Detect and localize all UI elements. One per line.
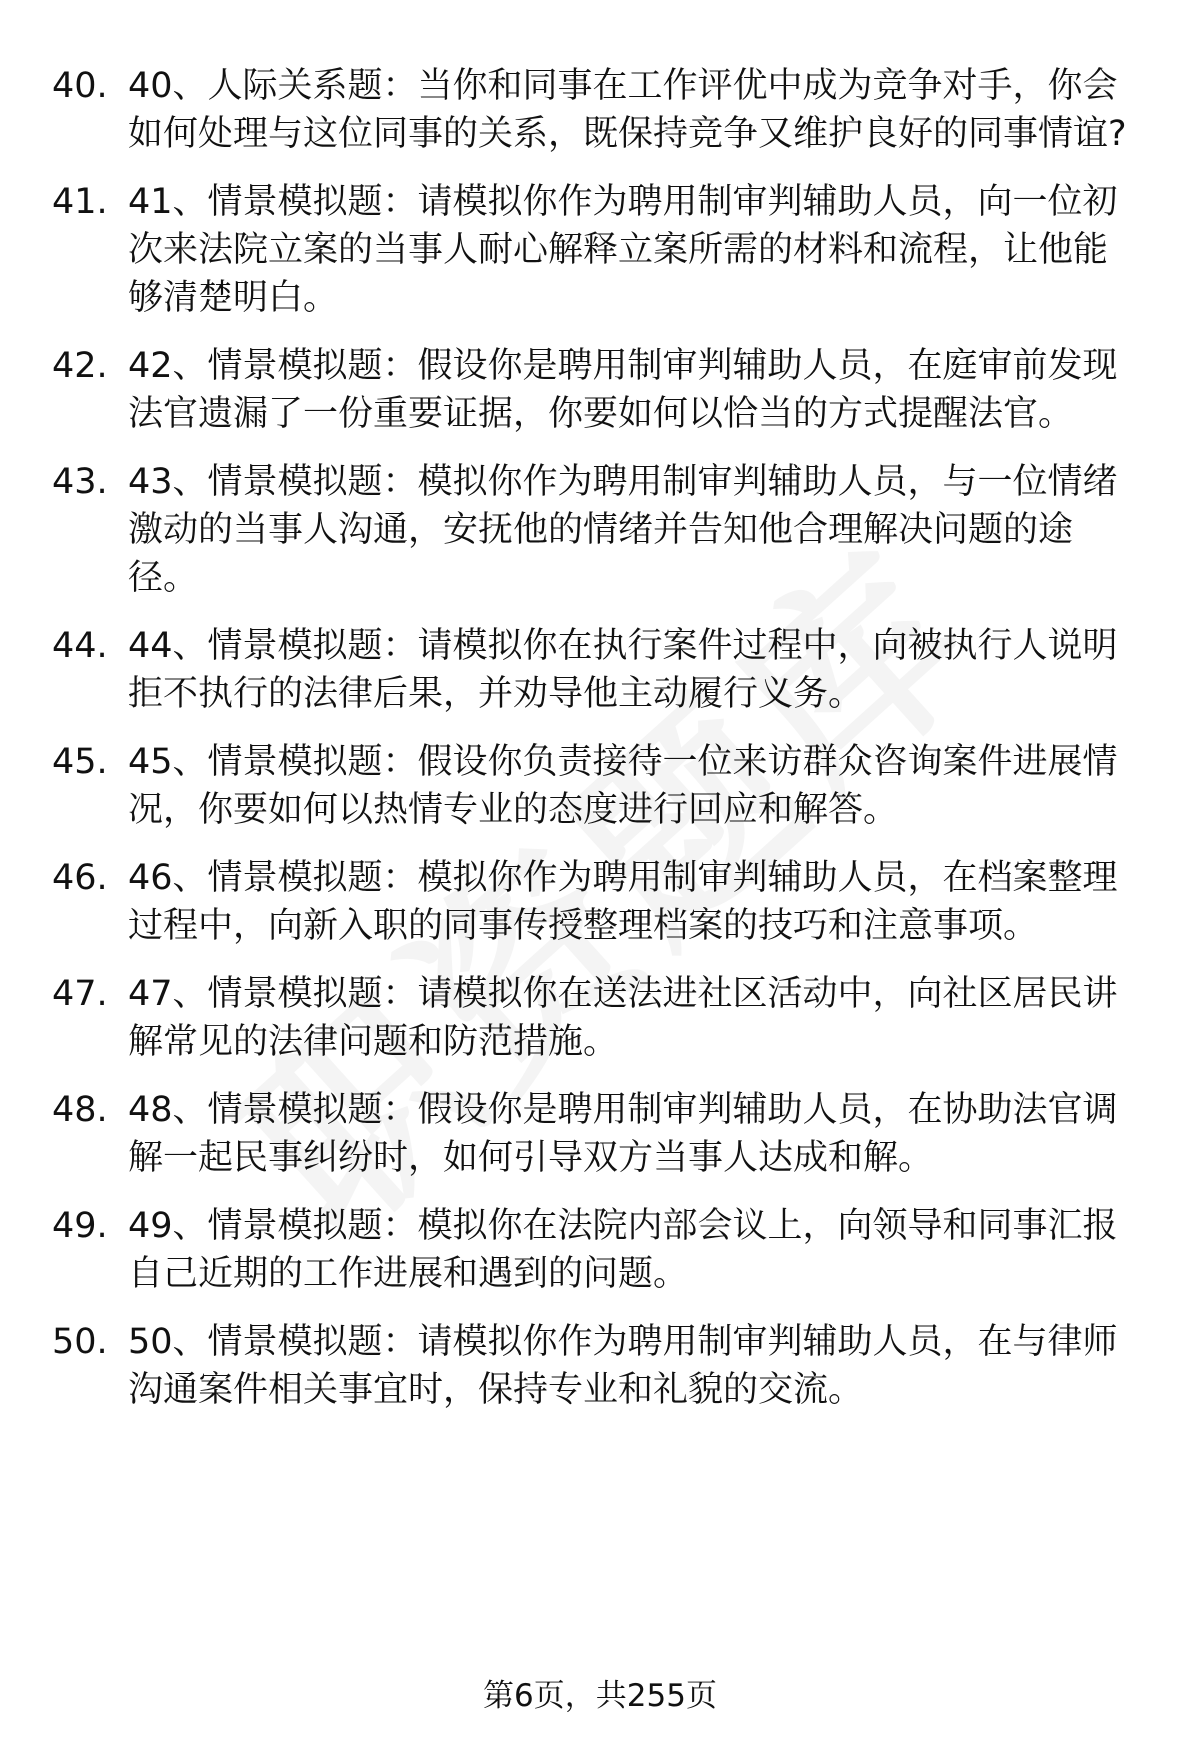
question-item [0,1202,1200,1298]
question-number: 40. [52,66,108,106]
question-text: 48、情景模拟题：假设你是聘用制审判辅助人员，在协助法官调解一起民事纠纷时，如何引导双方当事人达成和解。 [128,1090,1118,1178]
question-item [0,1086,1200,1182]
question-item [0,1318,1200,1414]
question-text: 45、情景模拟题：假设你负责接待一位来访群众咨询案件进展情况，你要如何以热情专业的态度进行回应和解答。 [128,742,1118,830]
question-text: 44、情景模拟题：请模拟你在执行案件过程中，向被执行人说明拒不执行的法律后果，并劝导他主动履行义务。 [128,626,1118,714]
question-item [0,622,1200,718]
question-item [0,178,1200,322]
question-text: 47、情景模拟题：请模拟你在送法进社区活动中，向社区居民讲解常见的法律问题和防范措施。 [128,974,1118,1062]
question-text: 49、情景模拟题：模拟你在法院内部会议上，向领导和同事汇报自己近期的工作进展和遇到的问题。 [128,1206,1118,1294]
question-item [0,342,1200,438]
question-number: 46. [52,858,108,898]
question-item [0,738,1200,834]
question-number: 47. [52,974,108,1014]
question-text: 41、情景模拟题：请模拟你作为聘用制审判辅助人员，向一位初次来法院立案的当事人耐心解释立案所需的材料和流程，让他能够清楚明白。 [128,182,1118,318]
question-text: 40、人际关系题：当你和同事在工作评优中成为竞争对手，你会如何处理与这位同事的关系，既保持竞争又维护良好的同事情谊? [128,66,1127,154]
question-number: 43. [52,462,108,502]
question-number: 49. [52,1206,108,1246]
question-text: 46、情景模拟题：模拟你作为聘用制审判辅助人员，在档案整理过程中，向新入职的同事传授整理档案的技巧和注意事项。 [128,858,1118,946]
question-number: 42. [52,346,108,386]
question-number: 44. [52,626,108,666]
question-item [0,970,1200,1066]
question-text: 43、情景模拟题：模拟你作为聘用制审判辅助人员，与一位情绪激动的当事人沟通，安抚他的情绪并告知他合理解决问题的途径。 [128,462,1118,598]
question-number: 48. [52,1090,108,1130]
question-text: 42、情景模拟题：假设你是聘用制审判辅助人员，在庭审前发现法官遗漏了一份重要证据，你要如何以恰当的方式提醒法官。 [128,346,1118,434]
question-text: 50、情景模拟题：请模拟你作为聘用制审判辅助人员，在与律师沟通案件相关事宜时，保持专业和礼貌的交流。 [128,1322,1118,1410]
question-item [0,854,1200,950]
question-number: 41. [52,182,108,222]
page-footer: 第6页，共255页 [483,1678,717,1714]
question-list [0,62,1200,1434]
question-number: 50. [52,1322,108,1362]
question-number: 45. [52,742,108,782]
question-item [0,62,1200,158]
question-item [0,458,1200,602]
